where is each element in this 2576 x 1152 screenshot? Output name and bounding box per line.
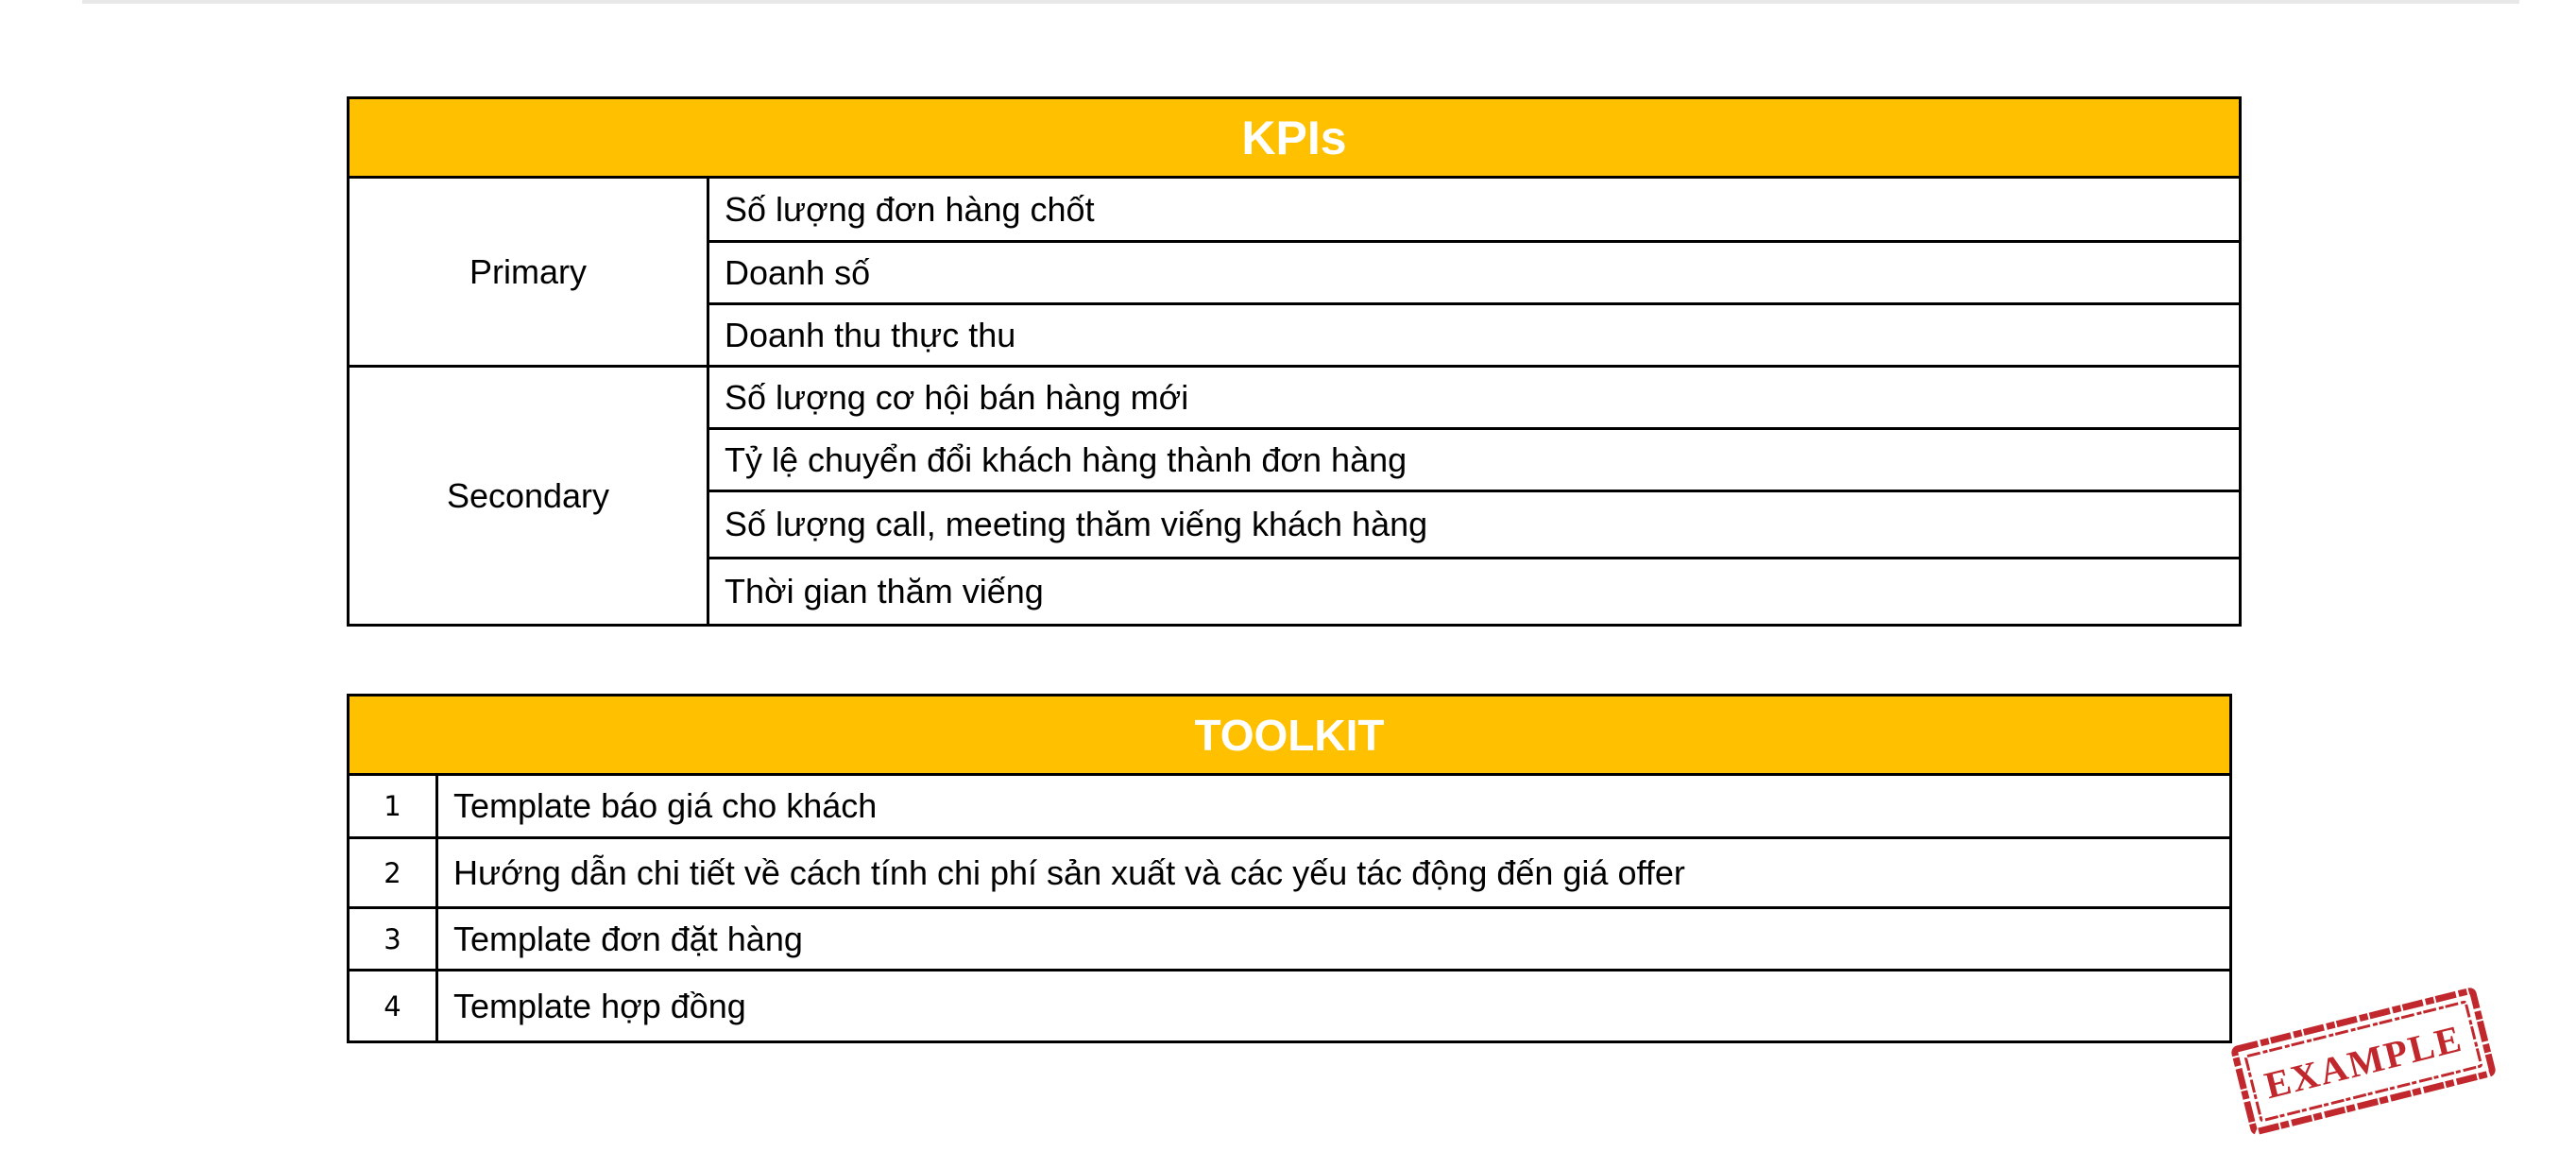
toolkit-table-title: TOOLKIT	[349, 696, 2231, 775]
kpi-item: Doanh số	[708, 242, 2241, 304]
example-stamp-text: EXAMPLE	[2260, 1016, 2467, 1108]
kpi-item: Số lượng call, meeting thăm viếng khách hàng	[708, 491, 2241, 559]
kpi-group-primary: Primary	[349, 178, 708, 367]
toolkit-item-number: 3	[349, 908, 437, 971]
toolkit-item-number: 1	[349, 775, 437, 838]
toolkit-table	[347, 694, 2232, 1043]
top-divider	[82, 0, 2519, 4]
toolkit-item: Template báo giá cho khách	[437, 775, 2231, 838]
kpi-table-title: KPIs	[349, 98, 2241, 178]
toolkit-item-number: 2	[349, 838, 437, 908]
toolkit-item: Hướng dẫn chi tiết về cách tính chi phí sản xuất và các yếu tác động đến giá offer	[437, 838, 2231, 908]
kpi-item: Thời gian thăm viếng	[708, 559, 2241, 626]
example-stamp	[2229, 986, 2498, 1137]
kpi-table	[347, 96, 2242, 627]
toolkit-item-number: 4	[349, 971, 437, 1042]
kpi-item: Số lượng cơ hội bán hàng mới	[708, 367, 2241, 429]
kpi-item: Số lượng đơn hàng chốt	[708, 178, 2241, 242]
kpi-group-secondary: Secondary	[349, 367, 708, 626]
toolkit-item: Template đơn đặt hàng	[437, 908, 2231, 971]
toolkit-item: Template hợp đồng	[437, 971, 2231, 1042]
kpi-item: Doanh thu thực thu	[708, 304, 2241, 367]
kpi-item: Tỷ lệ chuyển đổi khách hàng thành đơn hàng	[708, 429, 2241, 491]
